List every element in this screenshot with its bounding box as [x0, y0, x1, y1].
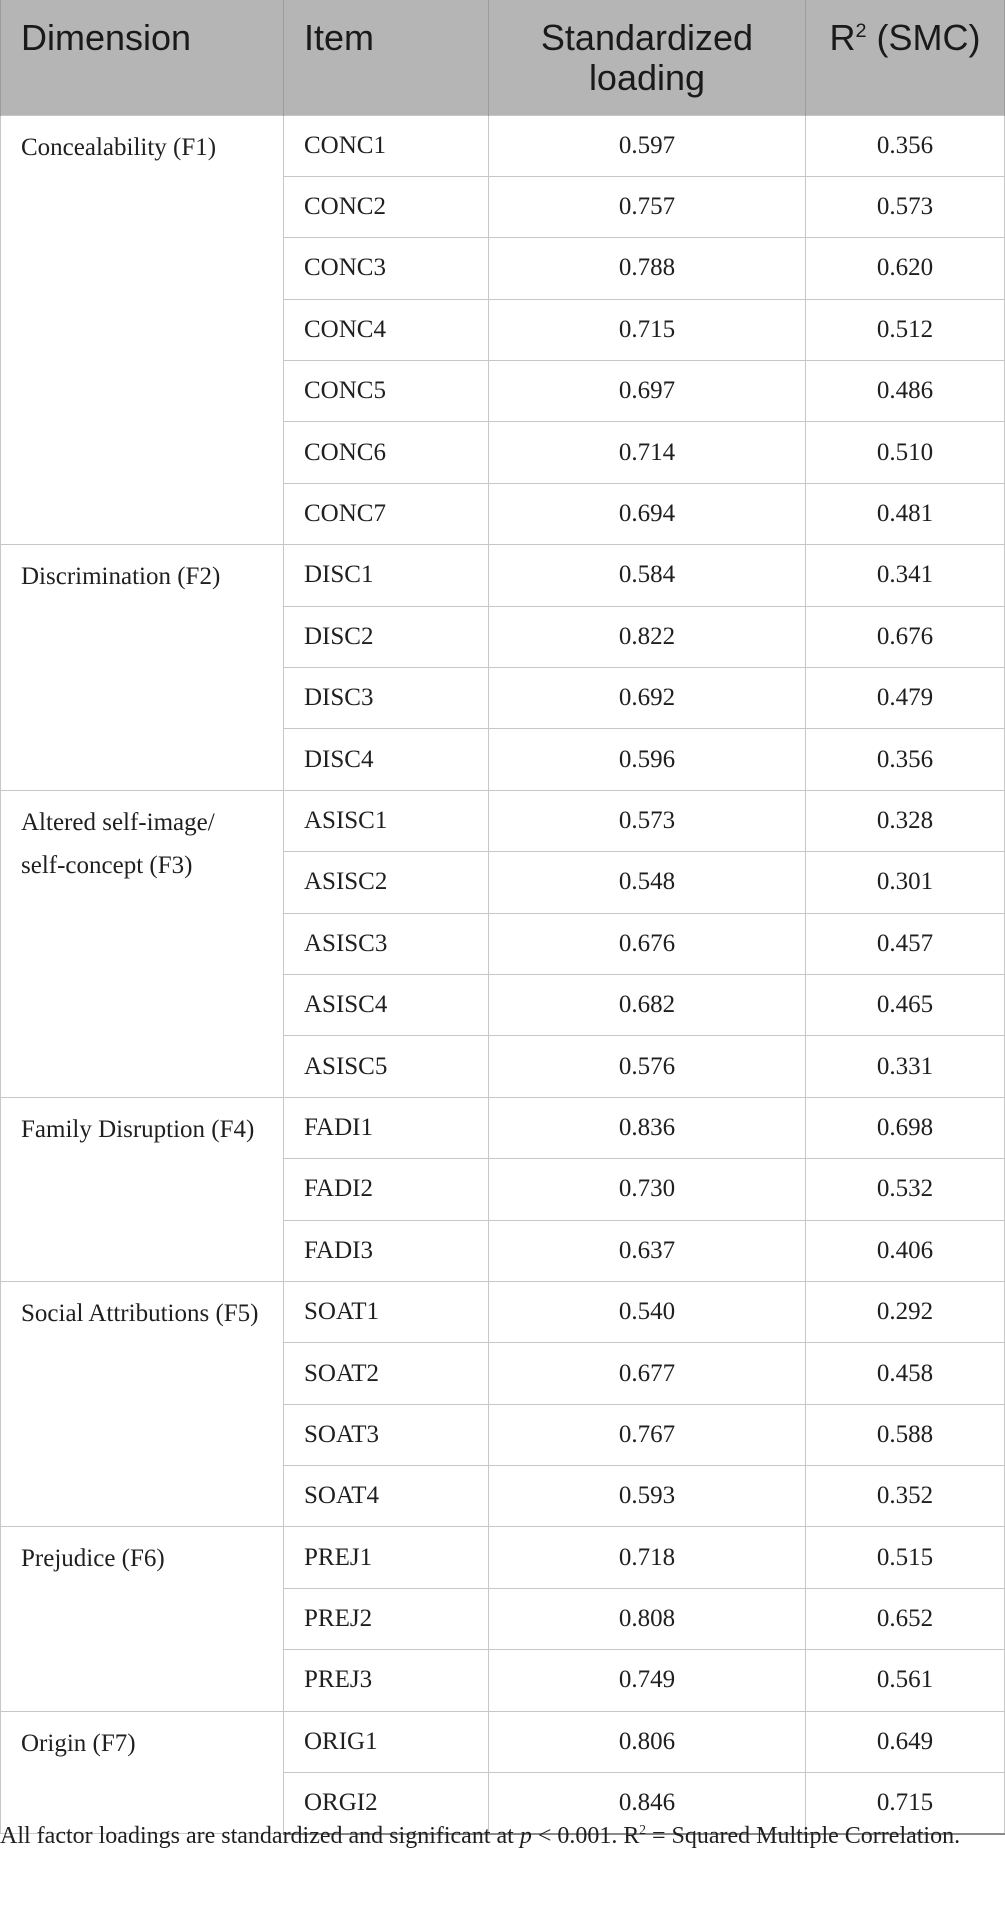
r2-cell: 0.620	[806, 238, 1005, 299]
item-cell: SOAT2	[284, 1343, 489, 1404]
item-cell: ASISC2	[284, 852, 489, 913]
item-cell: CONC4	[284, 299, 489, 360]
loading-cell: 0.692	[489, 668, 806, 729]
header-row	[1, 0, 1005, 115]
dimension-cell: Concealability (F1)	[1, 115, 284, 545]
footnote-text-1: All factor loadings are standardized and significant at	[0, 1823, 520, 1849]
header-dimension: Dimension	[1, 0, 284, 115]
r2-cell: 0.465	[806, 974, 1005, 1035]
table-row	[1, 545, 1005, 606]
r2-cell: 0.588	[806, 1404, 1005, 1465]
loading-cell: 0.715	[489, 299, 806, 360]
r2-cell: 0.510	[806, 422, 1005, 483]
item-cell: ASISC4	[284, 974, 489, 1035]
r2-cell: 0.481	[806, 483, 1005, 544]
item-cell: DISC1	[284, 545, 489, 606]
item-cell: PREJ3	[284, 1650, 489, 1711]
item-cell: ASISC1	[284, 790, 489, 851]
r2-cell: 0.328	[806, 790, 1005, 851]
r2-cell: 0.331	[806, 1036, 1005, 1097]
dimension-cell: Altered self-image/ self-concept (F3)	[1, 790, 284, 1097]
dimension-cell: Family Disruption (F4)	[1, 1097, 284, 1281]
loading-cell: 0.788	[489, 238, 806, 299]
table-row	[1, 790, 1005, 851]
loading-cell: 0.677	[489, 1343, 806, 1404]
item-cell: SOAT4	[284, 1466, 489, 1527]
item-cell: CONC6	[284, 422, 489, 483]
footnote-text-2: < 0.001. R	[531, 1823, 640, 1849]
loading-cell: 0.730	[489, 1159, 806, 1220]
r2-cell: 0.352	[806, 1466, 1005, 1527]
loading-cell: 0.749	[489, 1650, 806, 1711]
r2-cell: 0.479	[806, 668, 1005, 729]
loading-cell: 0.697	[489, 361, 806, 422]
loading-cell: 0.540	[489, 1281, 806, 1342]
table-row	[1, 1281, 1005, 1342]
r2-cell: 0.457	[806, 913, 1005, 974]
r2-cell: 0.532	[806, 1159, 1005, 1220]
loading-cell: 0.596	[489, 729, 806, 790]
loading-cell: 0.836	[489, 1097, 806, 1158]
item-cell: ASISC5	[284, 1036, 489, 1097]
table-row	[1, 1097, 1005, 1158]
item-cell: CONC3	[284, 238, 489, 299]
header-r2-superscript: 2	[855, 20, 867, 42]
r2-cell: 0.458	[806, 1343, 1005, 1404]
r2-cell: 0.649	[806, 1711, 1005, 1772]
table-row	[1, 115, 1005, 176]
item-cell: SOAT3	[284, 1404, 489, 1465]
item-cell: PREJ1	[284, 1527, 489, 1588]
loading-cell: 0.694	[489, 483, 806, 544]
item-cell: DISC3	[284, 668, 489, 729]
header-standardized-loading: Standardized loading	[489, 0, 806, 115]
item-cell: ASISC3	[284, 913, 489, 974]
loading-cell: 0.714	[489, 422, 806, 483]
loading-cell: 0.767	[489, 1404, 806, 1465]
loading-cell: 0.597	[489, 115, 806, 176]
loading-cell: 0.593	[489, 1466, 806, 1527]
item-cell: FADI2	[284, 1159, 489, 1220]
r2-cell: 0.515	[806, 1527, 1005, 1588]
table-row	[1, 1711, 1005, 1772]
loading-cell: 0.676	[489, 913, 806, 974]
item-cell: FADI3	[284, 1220, 489, 1281]
loading-cell: 0.584	[489, 545, 806, 606]
loading-cell: 0.718	[489, 1527, 806, 1588]
dimension-cell: Prejudice (F6)	[1, 1527, 284, 1711]
header-item: Item	[284, 0, 489, 115]
loading-cell: 0.682	[489, 974, 806, 1035]
loading-cell: 0.548	[489, 852, 806, 913]
header-r2-rest: (SMC)	[866, 17, 981, 58]
r2-cell: 0.573	[806, 176, 1005, 237]
loading-cell: 0.822	[489, 606, 806, 667]
r2-cell: 0.301	[806, 852, 1005, 913]
item-cell: CONC1	[284, 115, 489, 176]
footnote-text-3: = Squared Multiple Correlation.	[645, 1823, 961, 1849]
loading-cell: 0.806	[489, 1711, 806, 1772]
item-cell: CONC5	[284, 361, 489, 422]
loading-cell: 0.808	[489, 1588, 806, 1649]
r2-cell: 0.486	[806, 361, 1005, 422]
dimension-cell: Discrimination (F2)	[1, 545, 284, 791]
item-cell: ORGI2	[284, 1773, 489, 1834]
r2-cell: 0.356	[806, 729, 1005, 790]
r2-cell: 0.356	[806, 115, 1005, 176]
item-cell: ORIG1	[284, 1711, 489, 1772]
footnote-superscript: 2	[639, 1822, 646, 1837]
item-cell: CONC2	[284, 176, 489, 237]
loading-cell: 0.576	[489, 1036, 806, 1097]
loading-cell: 0.757	[489, 176, 806, 237]
r2-cell: 0.512	[806, 299, 1005, 360]
item-cell: SOAT1	[284, 1281, 489, 1342]
r2-cell: 0.561	[806, 1650, 1005, 1711]
item-cell: FADI1	[284, 1097, 489, 1158]
dimension-cell: Social Attributions (F5)	[1, 1281, 284, 1527]
r2-cell: 0.341	[806, 545, 1005, 606]
loading-cell: 0.637	[489, 1220, 806, 1281]
item-cell: DISC4	[284, 729, 489, 790]
item-cell: DISC2	[284, 606, 489, 667]
footnote-p: p	[519, 1823, 532, 1849]
header-r2-smc	[806, 0, 1005, 115]
r2-cell: 0.715	[806, 1773, 1005, 1834]
r2-cell: 0.698	[806, 1097, 1005, 1158]
r2-cell: 0.676	[806, 606, 1005, 667]
table-body	[1, 115, 1005, 1834]
dimension-cell: Origin (F7)	[1, 1711, 284, 1834]
item-cell: PREJ2	[284, 1588, 489, 1649]
loading-cell: 0.573	[489, 790, 806, 851]
r2-cell: 0.406	[806, 1220, 1005, 1281]
loading-cell: 0.846	[489, 1773, 806, 1834]
table-header	[1, 0, 1005, 115]
item-cell: CONC7	[284, 483, 489, 544]
r2-cell: 0.652	[806, 1588, 1005, 1649]
table-row	[1, 1527, 1005, 1588]
header-r2-base: R	[829, 17, 856, 58]
table-footnote	[0, 1818, 990, 1855]
r2-cell: 0.292	[806, 1281, 1005, 1342]
